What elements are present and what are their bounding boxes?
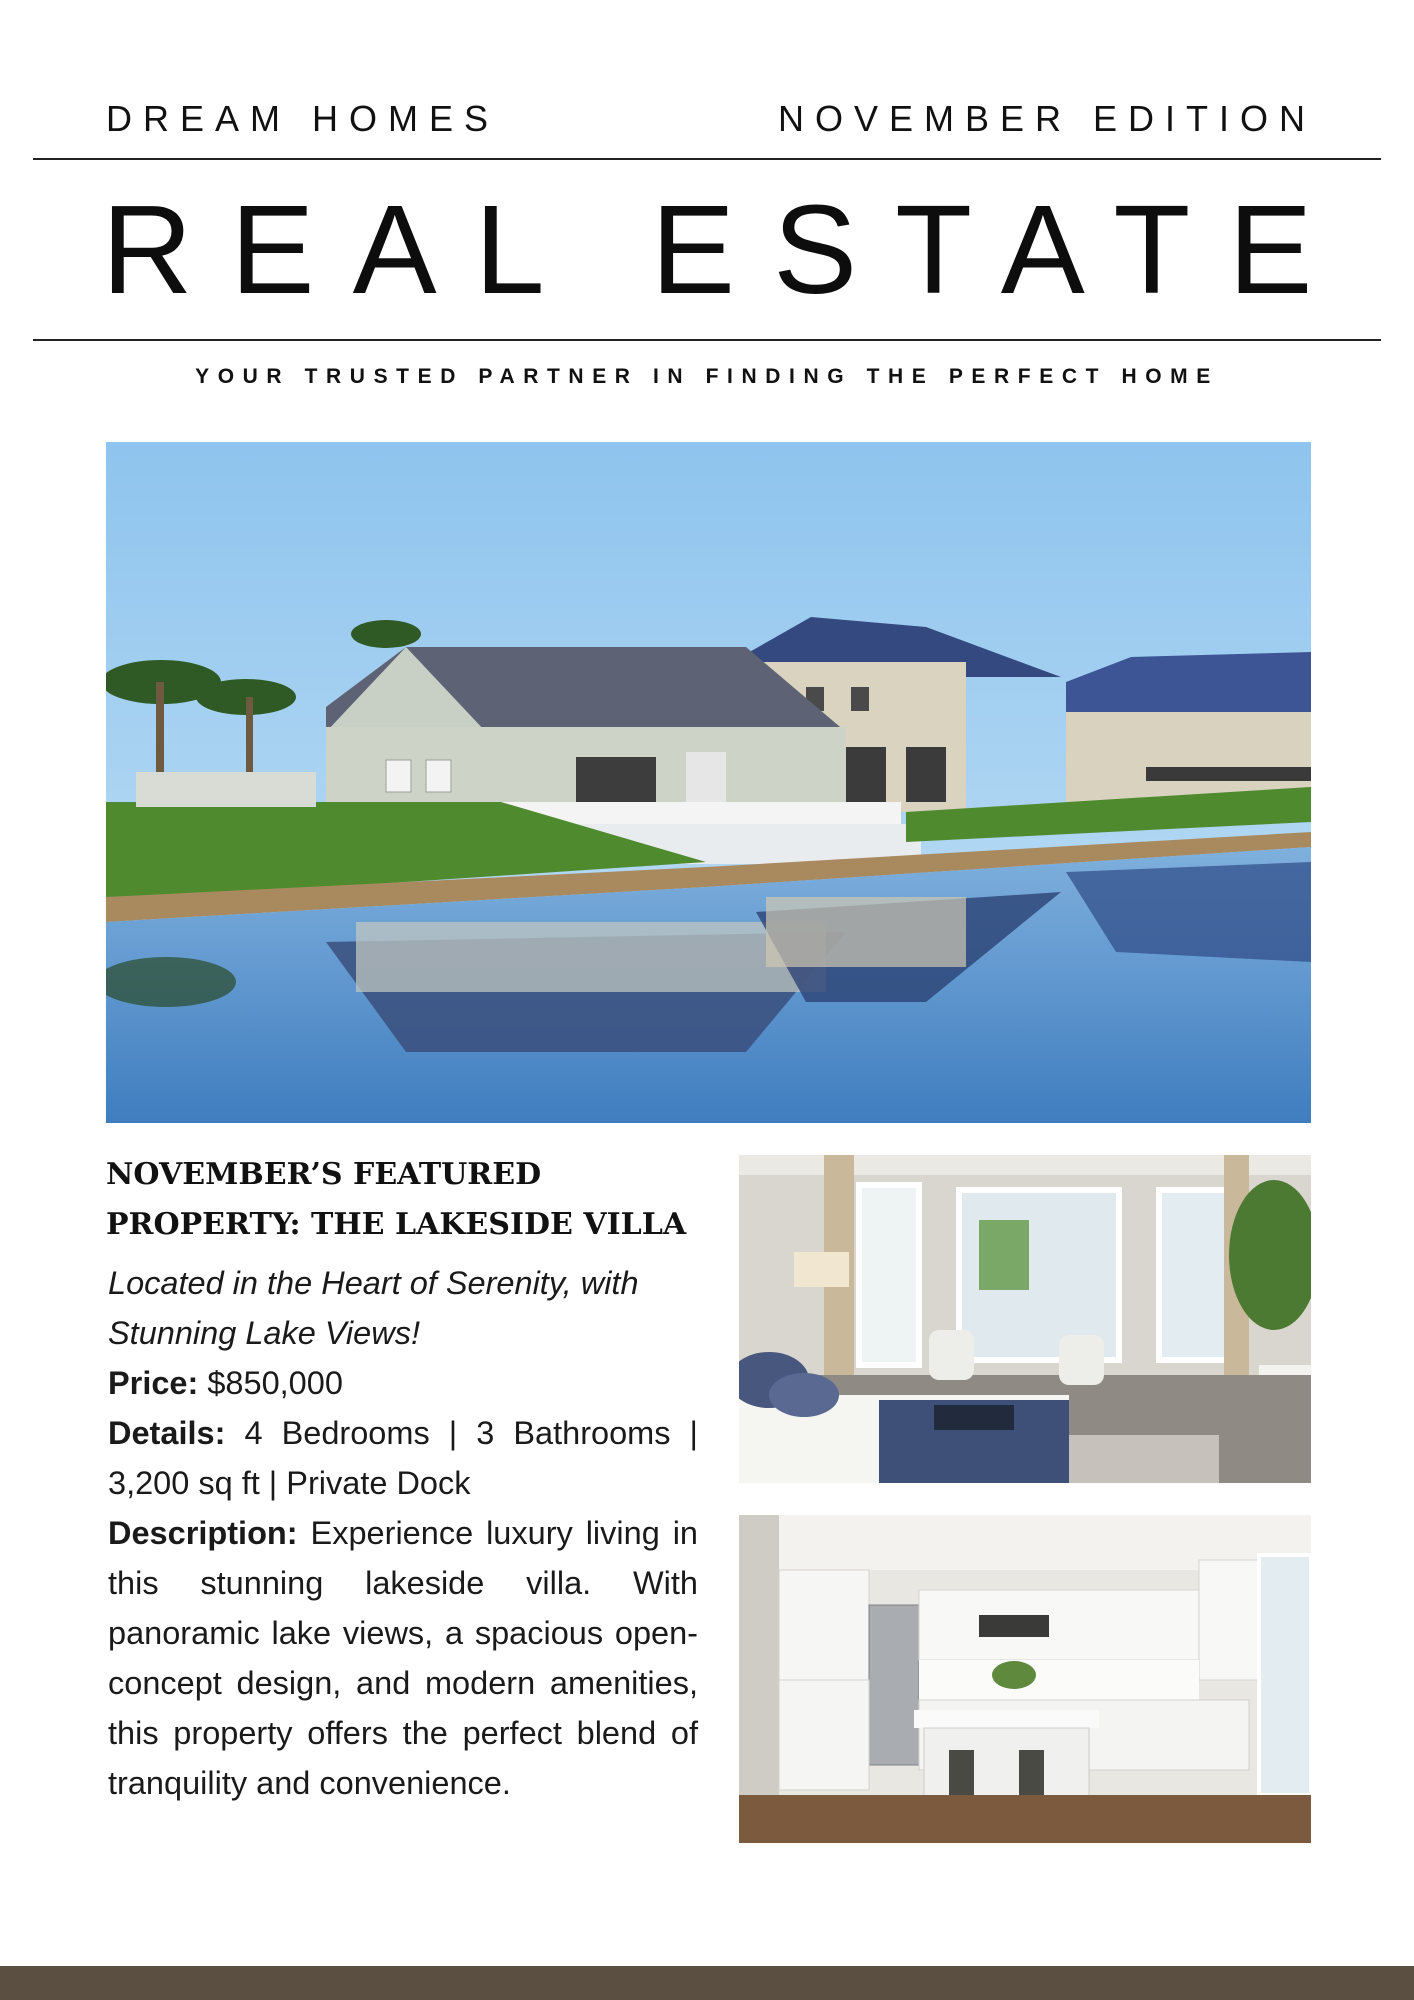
details-label: Details: <box>108 1415 226 1451</box>
price-value: $850,000 <box>198 1365 343 1401</box>
price-line <box>108 1358 698 1408</box>
details-line <box>108 1408 698 1508</box>
details-value: 4 Bedrooms | 3 Bathrooms | 3,200 sq ft | Private Dock <box>108 1415 698 1501</box>
featured-property-title: NOVEMBER’S FEATURED PROPERTY: THE LAKESIDE VILLA <box>106 1157 687 1242</box>
description-value: Experience luxury living in this stunning lakeside villa. With panoramic lake views, a spacious open-concept design, and modern amenities, this property offers the perfect blend of tranquility and convenience. <box>108 1515 698 1801</box>
feature-subtitle: Located in the Heart of Serenity, with Stunning Lake Views! <box>108 1265 639 1351</box>
brand-name: DREAM HOMES <box>106 98 500 139</box>
footer-bar <box>0 1966 1414 2000</box>
edition-label: NOVEMBER EDITION <box>777 98 1316 139</box>
description-label: Description: <box>108 1515 298 1551</box>
top-divider <box>33 158 1381 160</box>
description-paragraph <box>108 1508 698 1808</box>
kitchen-photo <box>739 1515 1311 1843</box>
tagline: YOUR TRUSTED PARTNER IN FINDING THE PERFECT HOME <box>195 365 1219 388</box>
bottom-divider <box>33 339 1381 341</box>
hero-lakeside-villa-photo <box>106 442 1311 1123</box>
price-label: Price: <box>108 1365 199 1401</box>
feature-body <box>108 1258 698 1808</box>
masthead-title: REAL ESTATE <box>101 179 1351 320</box>
bedroom-photo <box>739 1155 1311 1483</box>
